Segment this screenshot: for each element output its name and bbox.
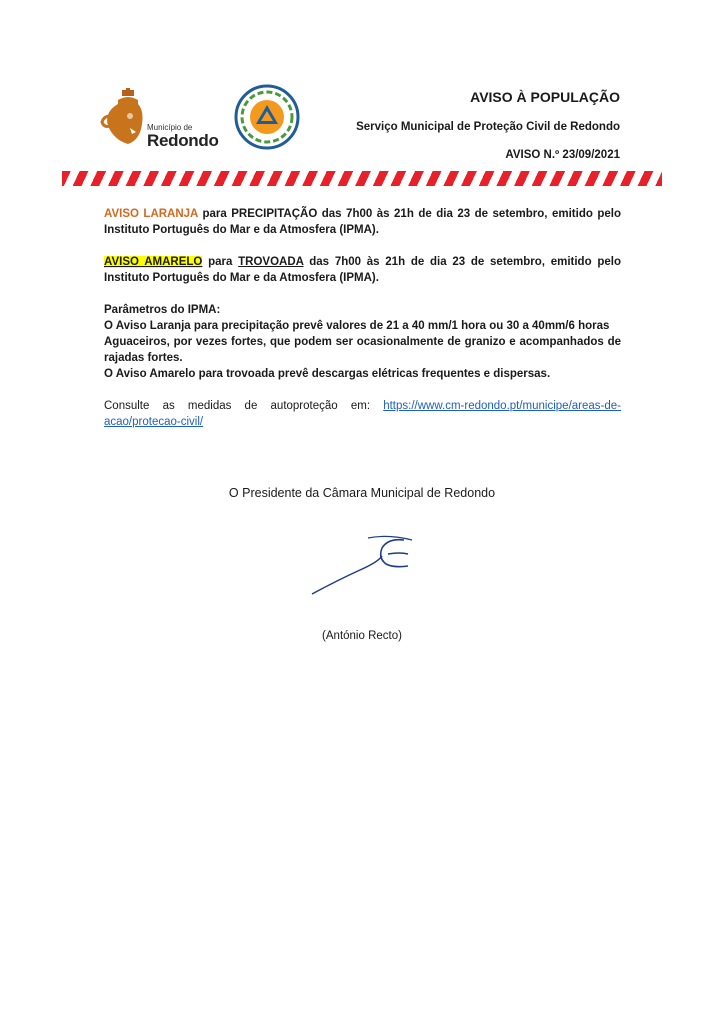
notice-body [104, 206, 621, 430]
protecao-civil-link[interactable]: https://www.cm-redondo.pt/municipe/areas-de-acao/protecao-civil/ [104, 400, 621, 428]
page-title: AVISO À POPULAÇÃO [470, 89, 620, 105]
notice-number: AVISO N.º 23/09/2021 [505, 149, 620, 161]
signer-name: (António Recto) [322, 630, 402, 642]
protecao-civil-logo-icon [234, 84, 300, 150]
consult-text: Consulte as medidas de autoproteção em: [104, 400, 384, 412]
municipio-name: Redondo [147, 131, 219, 150]
header-block [356, 88, 620, 162]
params-line-1: O Aviso Laranja para precipitação prevê valores de 21 a 40 mm/1 hora ou 30 a 40mm/6 horas [104, 320, 610, 332]
params-line-3: O Aviso Amarelo para trovoada prevê descargas elétricas frequentes e dispersas. [104, 368, 551, 380]
orange-warning-paragraph [104, 206, 621, 238]
consult-paragraph [104, 398, 621, 430]
municipio-label: Município de [147, 123, 193, 132]
signature-icon [308, 530, 418, 600]
orange-warning-label: AVISO LARANJA [104, 208, 198, 220]
orange-warning-text: para PRECIPITAÇÃO das 7h00 às 21h de dia 23 de setembro, emitido pelo Instituto Português do Mar e da Atmosfera (IPMA). [104, 208, 621, 236]
params-title: Parâmetros do IPMA: [104, 304, 221, 316]
service-name: Serviço Municipal de Proteção Civil de Redondo [356, 121, 620, 133]
yellow-warning-paragraph [104, 254, 621, 286]
yellow-warning-mid: para [202, 256, 239, 268]
yellow-warning-text: das 7h00 às 21h de dia 23 de setembro, emitido pelo Instituto Português do Mar e da Atmosfera (IPMA). [104, 256, 621, 284]
warning-stripe-divider [62, 171, 662, 186]
params-line-2: Aguaceiros, por vezes fortes, que podem ser ocasionalmente de granizo e acompanhados de rajadas fortes. [104, 336, 621, 364]
thunderstorm-keyword: TROVOADA [238, 256, 304, 268]
president-title: O Presidente da Câmara Municipal de Redondo [228, 486, 496, 500]
yellow-warning-label: AVISO AMARELO [104, 256, 203, 268]
